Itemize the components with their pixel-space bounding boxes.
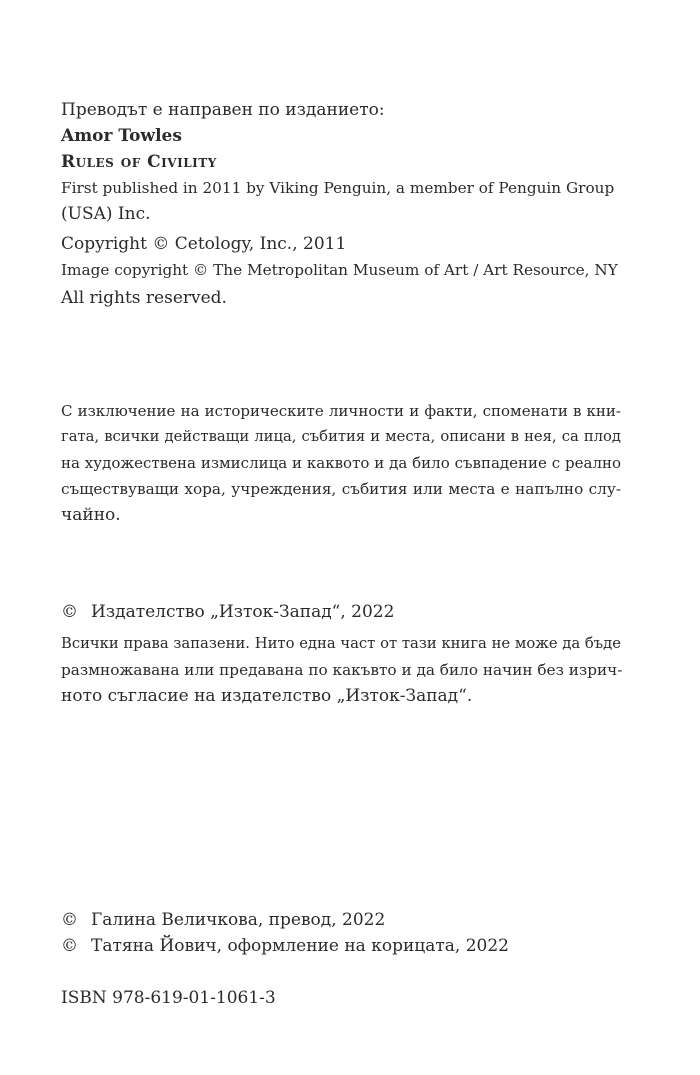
- disclaimer-line: на художествена измислица и каквото и да било съвпадение с реално: [61, 454, 621, 472]
- publisher-copyright-line: [61, 599, 621, 625]
- translation-source-label: Преводът е направен по изданието:: [61, 100, 385, 120]
- copyright-symbol: ©: [61, 910, 78, 930]
- disclaimer-line: чайно.: [61, 505, 121, 525]
- original-publication-line-2: (USA) Inc.: [61, 204, 151, 224]
- translator-credit-text: Галина Величкова, превод, 2022: [91, 910, 386, 930]
- disclaimer-line: гата, всички действащи лица, събития и места, описани в нея, са плод: [61, 428, 621, 445]
- original-edition-info: [61, 97, 621, 311]
- publisher-rights-line: размножавана или предавана по какъвто и да било начин без изрич-: [61, 661, 623, 679]
- publisher-copyright-text: Издателство „Изток-Запад“, 2022: [91, 602, 395, 622]
- isbn: ISBN 978-619-01-1061-3: [61, 988, 276, 1008]
- copyright-symbol: ©: [61, 602, 78, 622]
- copyright-symbol: ©: [61, 936, 78, 956]
- original-author: Amor Towles: [61, 126, 182, 146]
- translator-credit: [61, 907, 621, 933]
- cover-design-credit: [61, 933, 621, 959]
- isbn-block: [61, 985, 621, 1011]
- image-copyright: Image copyright © The Metropolitan Museum of Art / Art Resource, NY: [61, 261, 618, 279]
- disclaimer-line: С изключение на историческите личности и факти, споменати в кни-: [61, 402, 621, 420]
- original-rights-reserved: All rights reserved.: [61, 288, 227, 308]
- original-publication-line-1: First published in 2011 by Viking Penguin, a member of Penguin Group: [61, 179, 615, 197]
- cover-design-credit-text: Татяна Йович, оформление на корицата, 2022: [91, 936, 509, 956]
- fiction-disclaimer: [61, 398, 621, 528]
- publisher-copyright: [61, 599, 621, 709]
- original-title: Rules of Civility: [61, 152, 217, 172]
- disclaimer-line: съществуващи хора, учреждения, събития или места е напълно слу-: [61, 480, 621, 498]
- copyright-page: [61, 0, 621, 1075]
- publisher-rights-line: Всички права запазени. Нито една част от тази книга не може да бъде: [61, 635, 621, 652]
- credits: [61, 907, 621, 959]
- publisher-rights-line: ното съгласие на издателство „Изток-Запад“.: [61, 686, 473, 706]
- original-copyright: Copyright © Cetology, Inc., 2011: [61, 234, 347, 254]
